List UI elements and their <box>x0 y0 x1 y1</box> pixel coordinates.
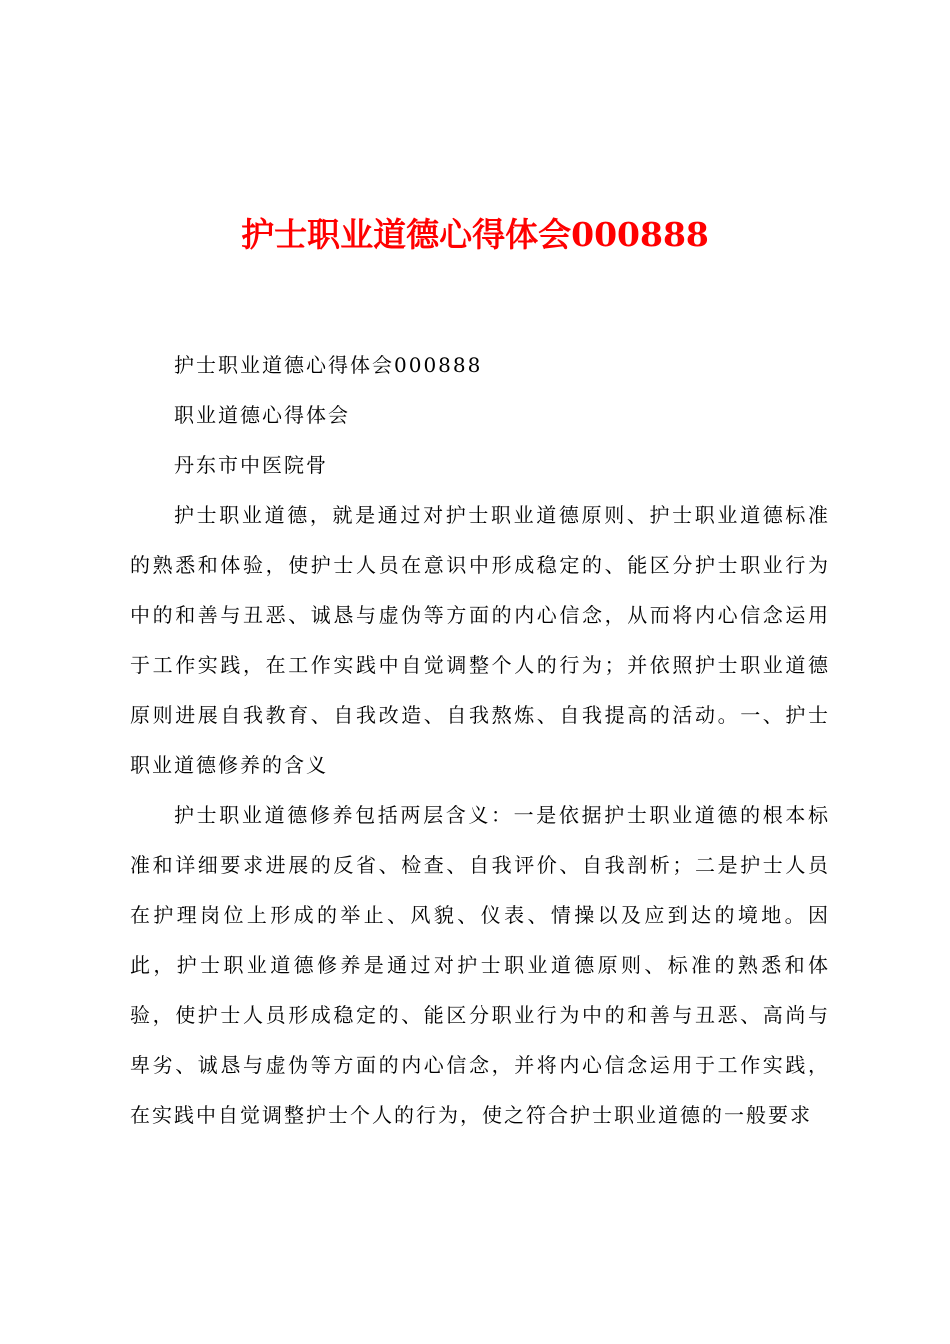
body-paragraph-2: 护士职业道德修养包括两层含义：一是依据护士职业道德的根本标准和详细要求进展的反省、检查、自我评价、自我剖析；二是护士人员在护理岗位上形成的举止、风貌、仪表、情操以及应到达的境地。因此，护士职业道德修养是通过对护士职业道德原则、标准的熟悉和体验，使护士人员形成稳定的、能区分职业行为中的和善与丑恶、高尚与卑劣、诚恳与虚伪等方面的内心信念，并将内心信念运用于工作实践，在实践中自觉调整护士个人的行为，使之符合护士职业道德的一般要求 <box>130 803 830 1127</box>
body-line-heading: 护士职业道德心得体会000888 <box>174 353 483 377</box>
document-title: 护士职业道德心得体会000888 <box>241 215 709 254</box>
document-body <box>130 340 830 1140</box>
body-line-subheading: 职业道德心得体会 <box>174 403 350 427</box>
body-paragraph-1: 护士职业道德，就是通过对护士职业道德原则、护士职业道德标准的熟悉和体验，使护士人员在意识中形成稳定的、能区分护士职业行为中的和善与丑恶、诚恳与虚伪等方面的内心信念，从而将内心信念运用于工作实践，在工作实践中自觉调整个人的行为；并依照护士职业道德原则进展自我教育、自我改造、自我熬炼、自我提高的活动。一、护士职业道德修养的含义 <box>130 503 830 777</box>
body-line-author: 丹东市中医院骨 <box>174 453 328 477</box>
